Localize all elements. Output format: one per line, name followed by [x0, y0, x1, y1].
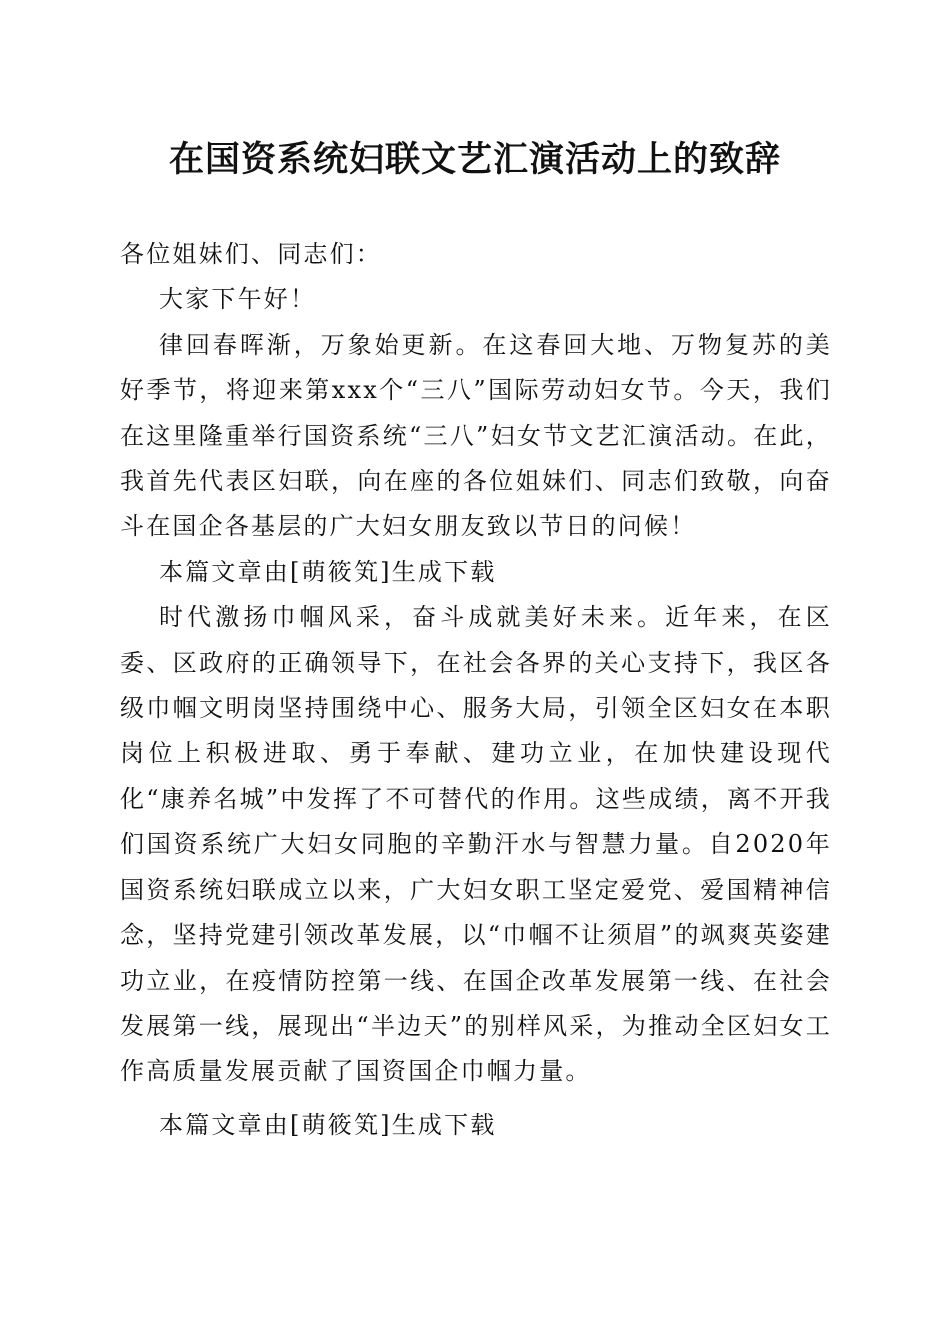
document-title: 在国资系统妇联文艺汇演活动上的致辞: [168, 139, 781, 180]
document-body: [120, 232, 832, 1148]
greeting: 大家下午好！: [159, 285, 317, 314]
salutation: 各位姐妹们、同志们：: [120, 240, 382, 268]
source-note: 本篇文章由[萌筱笂]生成下载: [159, 557, 497, 586]
paragraph-achievements: 时代激扬巾帼风采，奋斗成就美好未来。近年来，在区委、区政府的正确领导下，在社会各界的关心支持下，我区各级巾帼文明岗坚持围绕中心、服务大局，引领全区妇女在本职岗位上积极进取、勇于奉献、建功立业，在加快建设现代化“康养名城”中发挥了不可替代的作用。这些成绩，离不开我们国资系统广大妇女同胞的辛勤汗水与智慧力量。自2020年国资系统妇联成立以来，广大妇女职工坚定爱党、爱国精神信念，坚持党建引领改革发展，以“巾帼不让须眉”的飒爽英姿建功立业，在疫情防控第一线、在国企改革发展第一线、在社会发展第一线，展现出“半边天”的别样风采，为推动全区妇女工作高质量发展贡献了国资国企巾帼力量。: [120, 603, 832, 1086]
paragraph-opening: 律回春晖渐，万象始更新。在这春回大地、万物复苏的美好季节，将迎来第xxx个“三八”国际劳动妇女节。今天，我们在这里隆重举行国资系统“三八”妇女节文艺汇演活动。在此，我首先代表区妇联，向在座的各位姐妹们、同志们致敬，向奋斗在国企各基层的广大妇女朋友致以节日的问候！: [120, 330, 832, 541]
source-note: 本篇文章由[萌筱笂]生成下载: [159, 1110, 497, 1139]
